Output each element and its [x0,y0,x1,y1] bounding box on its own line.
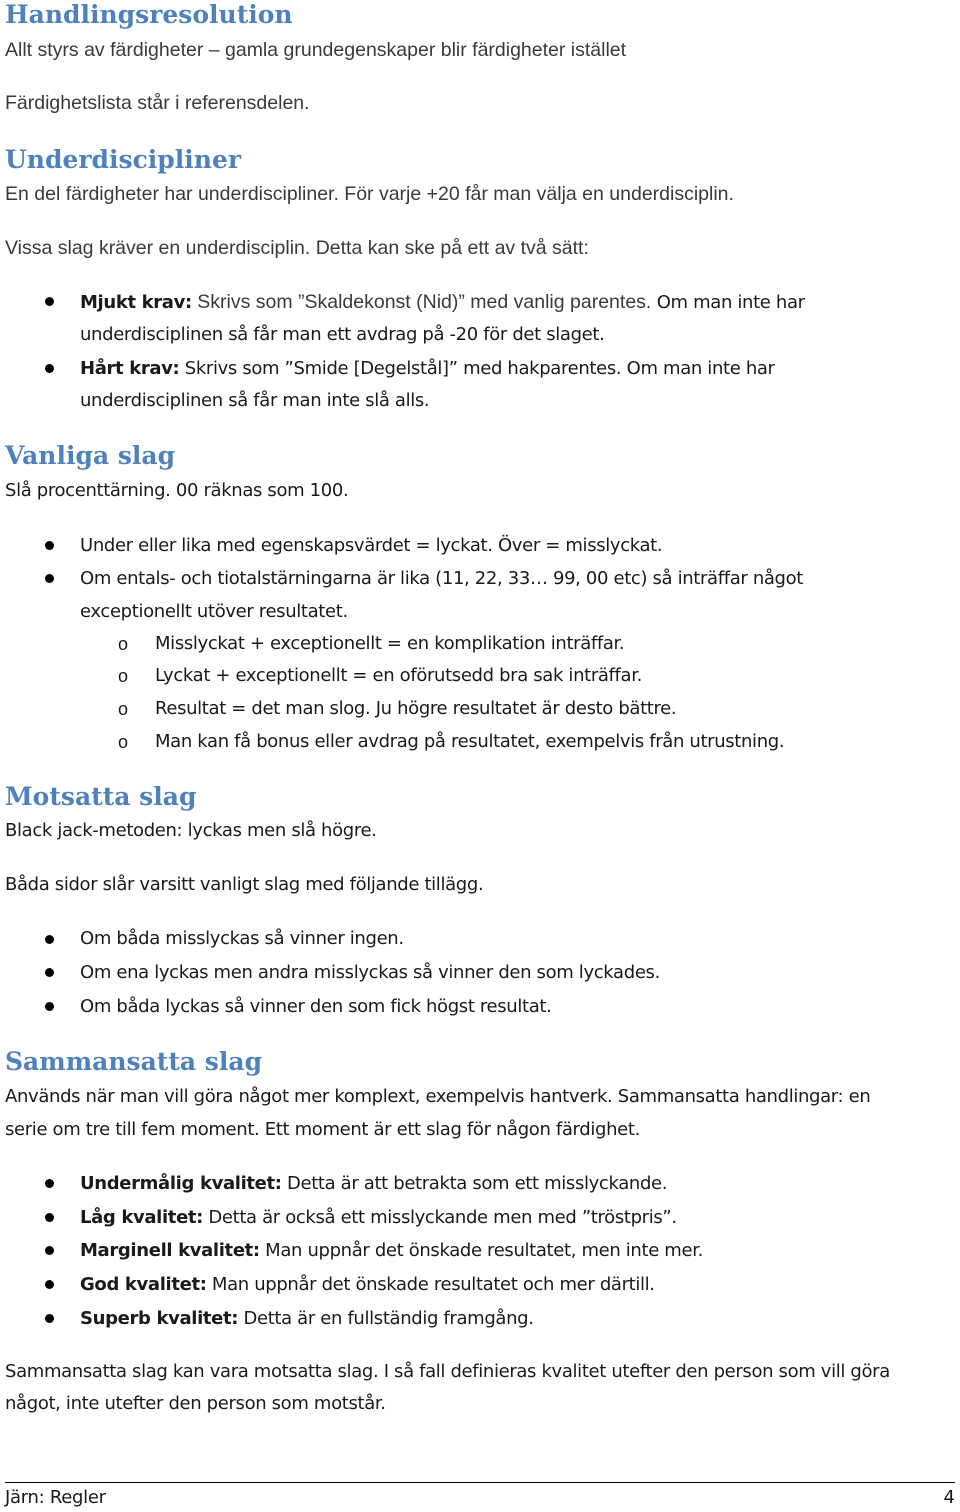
page-number: 4 [943,1487,955,1508]
list-item: Om båda misslyckas så vinner ingen. [80,928,404,949]
sub-list-item: Misslyckat + exceptionellt = en komplikation inträffar. [155,633,625,654]
bullet-icon [45,1213,54,1222]
list-item [80,1273,655,1297]
paragraph: Slå procenttärning. 00 räknas som 100. [5,480,349,501]
footer-divider [5,1482,955,1483]
list-item-term: Marginell kvalitet: [80,1240,260,1261]
list-item [80,1307,534,1331]
bullet-icon [45,1246,54,1255]
footer-title: Järn: Regler [5,1487,106,1508]
list-item-text: Man uppnår det önskade resultatet, men inte mer. [259,1240,703,1261]
list-item-text: Detta är också ett misslyckande men med ”tröstpris”. [203,1207,677,1228]
paragraph: Används när man vill göra något mer komplext, exempelvis hantverk. Sammansatta handlingar: en [5,1086,871,1107]
heading-sammansatta-slag: Sammansatta slag [5,1047,263,1076]
paragraph: Black jack-metoden: lyckas men slå högre. [5,820,377,841]
bullet-icon [45,1280,54,1289]
sub-list-item: Resultat = det man slog. Ju högre resultatet är desto bättre. [155,698,677,719]
paragraph: Vissa slag kräver en underdisciplin. Detta kan ske på ett av två sätt: [5,237,589,259]
list-item-text: Om man inte har [621,358,775,379]
bullet-icon [45,541,54,550]
list-item-text: Om man inte har [651,292,805,313]
bullet-icon [45,968,54,977]
list-item [80,357,775,381]
list-item-text: Detta är en fullständig framgång. [238,1308,534,1329]
sub-bullet-icon: o [118,732,129,752]
paragraph-continuation: serie om tre till fem moment. Ett moment är ett slag för någon färdighet. [5,1119,640,1140]
list-item-term: Mjukt krav: [80,292,192,313]
heading-underdiscipliner: Underdiscipliner [5,145,242,174]
bullet-icon [45,364,54,373]
list-item [80,1206,677,1230]
list-item-continuation: underdisciplinen så får man ett avdrag på -20 för det slaget. [80,324,605,345]
list-item-text: Detta är att betrakta som ett misslyckande. [281,1173,668,1194]
heading-handlingsresolution: Handlingsresolution [5,0,293,29]
paragraph: Allt styrs av färdigheter – gamla grundegenskaper blir färdigheter istället [5,39,627,61]
heading-motsatta-slag: Motsatta slag [5,782,197,811]
bullet-icon [45,297,54,306]
sub-bullet-icon: o [118,666,129,686]
sub-bullet-icon: o [118,699,129,719]
paragraph-continuation: något, inte utefter den person som motstår. [5,1393,386,1414]
list-item-continuation: underdisciplinen så får man inte slå alls. [80,390,430,411]
sub-list-item: Lyckat + exceptionellt = en oförutsedd bra sak inträffar. [155,665,642,686]
list-item-text: Skrivs som ”Skaldekonst (Nid)” med vanlig parentes. [191,291,652,313]
list-item-continuation: exceptionellt utöver resultatet. [80,601,348,622]
sub-bullet-icon: o [118,634,129,654]
list-item [80,290,805,315]
bullet-icon [45,1179,54,1188]
bullet-icon [45,1002,54,1011]
heading-vanliga-slag: Vanliga slag [5,441,176,470]
bullet-icon [45,935,54,944]
list-item-term: Hårt krav: [80,358,180,379]
list-item: Om båda lyckas så vinner den som fick högst resultat. [80,996,552,1017]
bullet-icon [45,574,54,583]
paragraph: En del färdigheter har underdiscipliner. För varje +20 får man välja en underdisciplin. [5,183,734,205]
sub-list-item: Man kan få bonus eller avdrag på resultatet, exempelvis från utrustning. [155,731,785,752]
bullet-icon [45,1314,54,1323]
list-item: Om ena lyckas men andra misslyckas så vinner den som lyckades. [80,962,660,983]
list-item-term: Låg kvalitet: [80,1207,204,1228]
paragraph: Båda sidor slår varsitt vanligt slag med följande tillägg. [5,874,484,895]
list-item-text: Man uppnår det önskade resultatet och mer därtill. [206,1274,655,1295]
list-item-term: God kvalitet: [80,1274,207,1295]
list-item-term: Superb kvalitet: [80,1308,239,1329]
paragraph: Färdighetslista står i referensdelen. [5,92,310,114]
list-item-text: Skrivs som ”Smide [Degelstål]” med hakparentes. [179,358,622,379]
list-item: Under eller lika med egenskapsvärdet = lyckat. Över = misslyckat. [80,535,663,556]
paragraph: Sammansatta slag kan vara motsatta slag. I så fall definieras kvalitet utefter den person som vill göra [5,1361,890,1382]
list-item-term: Undermålig kvalitet: [80,1173,282,1194]
list-item [80,1172,667,1196]
list-item [80,1239,703,1263]
list-item: Om entals- och tiotalstärningarna är lika (11, 22, 33… 99, 00 etc) så inträffar något [80,568,803,589]
